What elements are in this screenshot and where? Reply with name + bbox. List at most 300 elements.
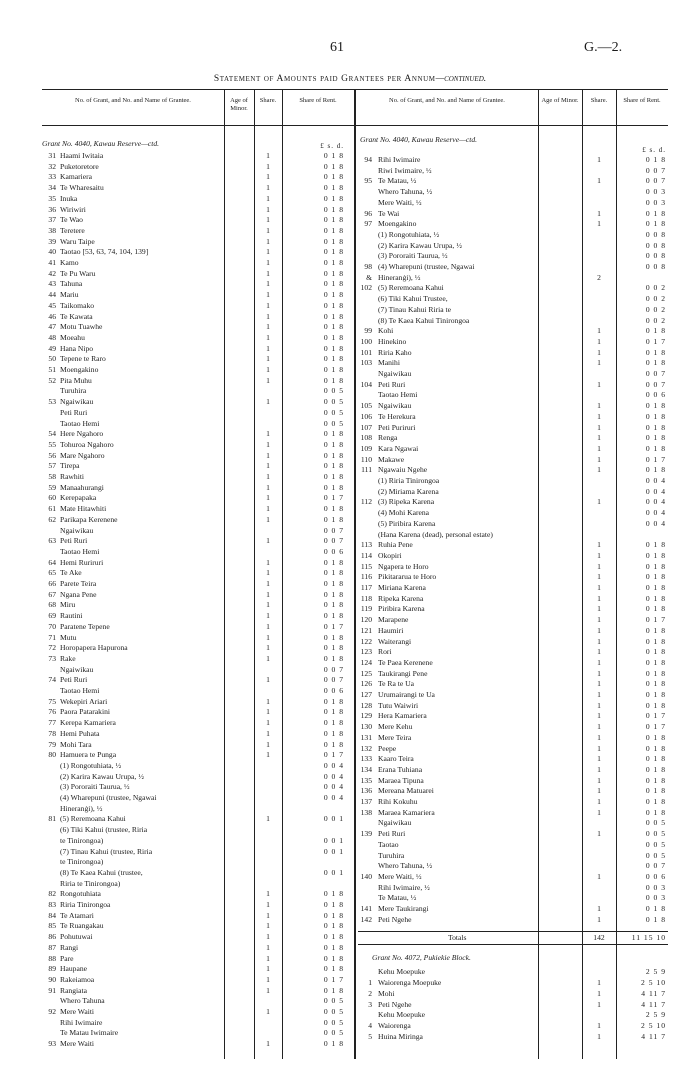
rent-value: 0 0 1 [323,835,344,845]
header-grant-right: No. of Grant, and No. and Name of Grantee. [389,97,505,104]
table-row [42,932,354,942]
table-row [358,851,668,861]
table-row [358,305,668,315]
grant-number: 5 [368,1031,372,1041]
share-value: 1 [597,797,601,806]
grant-number: 123 [360,647,372,657]
rent-value: 0 0 7 [323,525,344,535]
table-row [42,697,354,707]
table-row [358,594,668,604]
table-row [42,290,354,300]
grant-number: 104 [360,379,372,389]
rent-value: 0 1 8 [323,568,344,578]
table-row [358,497,668,507]
grantee-name: Hineranġi), ½ [60,803,103,813]
grantee-name: Riwi Iwimaire, ½ [378,165,432,175]
grant-number: 94 [364,155,372,164]
table-row [358,797,668,807]
table-row [358,455,668,465]
header-age-left: Age of Minor. [230,97,248,112]
grantee-name: (5) Reremoana Kahui [60,814,126,824]
grantee-name: Tutu Waiwiri [378,700,419,710]
table-row [358,562,668,572]
grant-number: 59 [48,482,56,492]
share-value: 1 [266,750,270,760]
share-value: 1 [266,921,270,931]
grant-number: 141 [360,904,372,913]
grantee-name: te Tinirongoa) [60,857,104,867]
table-row [42,622,354,632]
table-row [358,369,668,379]
share-value: 1 [597,711,601,721]
totals-row [358,931,668,945]
grantee-name: Mere Waiti, ½ [378,871,422,881]
share-value: 1 [266,322,270,332]
grantee-name: Te Wao [60,215,83,225]
share-value: 1 [597,668,601,678]
rent-value: 0 1 7 [645,615,666,625]
table-row [42,322,354,332]
share-value: 1 [597,754,601,764]
grantee-name: Peepe [378,743,397,753]
rent-value: 0 0 2 [645,283,666,293]
left-column [42,135,354,1059]
rent-value: 0 1 8 [323,653,344,663]
share-value: 1 [597,572,601,582]
share-value: 1 [597,604,601,614]
grantee-name: Ruhia Pene [378,540,413,550]
table-row [42,515,354,525]
table-row [358,754,668,764]
grant-number: 84 [48,910,56,920]
grantee-name: Taotao Hemi [378,390,418,400]
grant-number: 115 [360,561,372,571]
grantee-name: (1) Riria Tinirongoa [378,476,440,485]
table-row [42,911,354,921]
grantee-name: Urumairangi te Ua [378,690,435,699]
table-row [42,579,354,589]
grant-number: 93 [48,1039,56,1049]
rent-value: 0 1 8 [323,611,344,621]
table-row [358,530,668,540]
rent-value: 0 1 8 [645,433,666,443]
share-value: 1 [266,247,270,257]
grantee-name: Ngaiwikau [378,369,412,378]
grant-number: 140 [360,871,372,881]
share-value: 1 [597,657,601,667]
grantee-name: Rongotuhiata [60,889,101,899]
grantee-name: Hemi Ruriruri [60,557,104,567]
grant-number: 91 [48,985,56,995]
table-row [358,433,668,443]
rent-value: 0 1 8 [645,647,666,657]
grant-number: 129 [360,711,372,721]
rent-value: 0 1 7 [645,336,666,346]
section-title: Grant No. 4072, Pukiekie Block. [372,953,471,963]
grant-number: & [366,272,372,282]
grantee-name: (1) Rongotuhiata, ½ [60,760,122,770]
table-row [42,301,354,311]
share-value: 1 [597,829,601,839]
table-row [358,872,668,882]
rent-value: 0 1 7 [323,750,344,760]
share-value: 1 [597,904,601,913]
share-value: 1 [266,375,270,385]
header-grant-left: No. of Grant, and No. and Name of Grantee. [75,97,191,104]
table-row [42,900,354,910]
rent-value: 0 0 3 [645,187,666,197]
grantee-name: Mariu [60,290,79,300]
rent-value: 0 0 4 [323,771,344,781]
share-value: 1 [266,332,270,342]
grantee-name: (5) Piribira Karena [378,518,436,528]
share-value: 1 [266,985,270,995]
rent-value: 0 1 7 [645,454,666,464]
share-value: 1 [266,290,270,300]
rent-value: 0 1 8 [323,450,344,460]
rent-value: 0 1 7 [323,974,344,984]
grantee-name: Puketoretore [60,161,99,171]
table-row [42,836,354,846]
grant-number: 71 [48,632,56,642]
grant-number: 136 [360,786,372,796]
table-row [358,316,668,326]
share-value: 1 [266,600,270,610]
grantee-name: Peti Ruri [378,379,406,389]
table-row [358,679,668,689]
grant-number: 118 [360,593,372,603]
grantee-name: Peti Ruri [60,407,88,417]
rent-value: 0 0 1 [323,867,344,877]
grantee-name: Waru Taipe [60,236,95,246]
share-value: 1 [266,675,270,685]
rent-value: 0 1 8 [323,365,344,374]
table-row [358,626,668,636]
table-row [42,964,354,974]
rent-value: 0 1 8 [323,183,344,193]
right-section-heading: Grant No. 4040, Kawau Reserve—ctd. [360,135,478,144]
grantee-name: Ngaiwikau [60,664,94,674]
grantee-name: Parikapa Kerenene [60,514,118,524]
rent-value: 0 1 8 [323,354,344,364]
table-row [42,226,354,236]
grantee-name: Peti Ngehe [378,914,412,924]
table-row [42,172,354,182]
share-value: 1 [266,707,270,717]
table-row [42,643,354,653]
rent-value: 0 1 8 [645,422,666,432]
rent-value: 0 0 7 [323,675,344,685]
grant-number: 99 [364,326,372,336]
rent-value: 0 1 8 [645,657,666,667]
grant-number: 103 [360,358,372,368]
table-row [42,665,354,675]
share-value: 1 [266,974,270,984]
table-row [358,241,668,251]
share-value: 1 [266,183,270,193]
rent-value: 0 1 8 [645,732,666,742]
table-row [42,333,354,343]
grantee-name: Rake [60,653,76,663]
grantee-name: Ngawaiu Ngehe [378,465,428,475]
rent-value: 0 0 5 [323,397,344,407]
grantee-name: Taotao [378,839,399,849]
table-row [358,476,668,486]
rent-value: 2 5 9 [645,967,666,977]
share-value: 1 [266,718,270,728]
share-value: 1 [597,764,601,774]
share-value: 1 [597,732,601,742]
totals-rent: 11 15 10 [631,933,666,943]
table-row [42,451,354,461]
header-age-right: Age of Minor. [541,97,579,104]
grant-number: 120 [360,615,372,625]
grantee-name: Riria Tinirongoa [60,900,111,909]
grantee-name: (4) Wharepuni (trustee, Ngawai [378,262,475,271]
grant-number: 43 [48,279,56,289]
table-row [358,358,668,368]
center-rule [354,89,356,1059]
share-value: 1 [266,942,270,952]
grantee-name: Hemi Puhata [60,728,100,738]
table-row [358,348,668,358]
table-row [358,647,668,657]
table-row [42,814,354,824]
table-row [358,893,668,903]
grantee-name: Here Ngahoro [60,429,104,439]
table-row [358,487,668,497]
share-value: 1 [266,611,270,621]
rent-value: 0 1 7 [645,711,666,721]
table-row [42,804,354,814]
grant-number: 55 [48,439,56,449]
table-row [42,376,354,386]
grant-number: 38 [48,225,56,235]
table-row [358,390,668,400]
share-value: 1 [597,540,601,550]
share-value: 1 [266,225,270,235]
rent-value: 2 5 10 [641,978,666,988]
table-row [42,954,354,964]
share-value: 1 [266,1007,270,1016]
share-value: 1 [597,208,601,218]
rent-value: 0 1 7 [645,722,666,732]
share-value: 1 [266,461,270,471]
rent-value: 0 1 8 [323,268,344,278]
grantee-name: Wiriwiri [60,204,86,214]
share-value: 1 [597,176,601,186]
table-row [42,419,354,429]
table-row [42,429,354,439]
grant-number: 53 [48,397,56,407]
grant-number: 106 [360,411,372,421]
table-row [358,540,668,550]
share-value: 1 [597,786,601,796]
grantee-name: (4) Mohi Karena [378,508,430,518]
table-row [42,600,354,610]
table-row [42,162,354,172]
grant-number: 77 [48,718,56,728]
rent-value: 0 0 4 [645,518,666,528]
rent-value: 0 1 8 [323,472,344,481]
share-value: 1 [597,647,601,657]
grantee-name: Te Paea Kerenene [378,657,433,667]
rent-value: 0 1 8 [645,668,666,678]
table-row [358,978,668,988]
grantee-name: Huina Miringa [378,1031,423,1041]
grantee-name: Rakeiamoa [60,974,95,984]
grant-number: 36 [48,204,56,214]
grantee-name: Ngaiwikau [378,818,412,828]
rent-value: 0 0 5 [323,1017,344,1027]
table-row [358,465,668,475]
share-value: 1 [266,151,270,160]
rent-value: 0 1 8 [645,583,666,592]
table-row [358,572,668,582]
rent-value: 0 1 8 [645,914,666,924]
rent-value: 0 1 8 [645,636,666,646]
grant-number: 62 [48,514,56,524]
table-row [42,654,354,664]
grantee-name: Turuhira [60,386,87,396]
grantee-name: Wekepiri Ariari [60,696,108,706]
share-value: 1 [597,443,601,453]
grantee-name: Moengakino [60,365,99,374]
grant-number: 89 [48,964,56,974]
grant-number: 1 [368,978,372,988]
rent-value: 0 1 8 [323,343,344,353]
table-row [358,176,668,186]
grant-number: 34 [48,183,56,193]
share-value: 1 [597,914,601,924]
grantee-name: Rangiata [60,985,87,995]
share-value: 1 [597,433,601,443]
table-row [42,921,354,931]
rent-value: 0 1 8 [645,401,666,411]
rent-value: 0 0 7 [645,369,666,378]
right-currency-heading: £ s. d. [642,146,666,154]
grant-number: 66 [48,579,56,588]
grantee-name: Te Ruangakau [60,921,104,931]
share-value: 1 [266,300,270,310]
grantee-name: Mere Teira [378,732,412,742]
grantee-name: Mere Waiti [60,1007,95,1016]
rent-value: 0 0 6 [645,871,666,881]
grant-number: 102 [360,283,372,293]
rent-value: 0 1 8 [323,739,344,749]
grant-number: 73 [48,653,56,663]
table-row [358,711,668,721]
table-row [42,986,354,996]
grantee-name: Hinekino [378,336,407,346]
table-row [42,354,354,364]
grant-number: 135 [360,775,372,785]
table-row [358,604,668,614]
share-value: 1 [266,643,270,653]
grant-number: 45 [48,300,56,310]
rent-value: 0 0 2 [645,294,666,304]
table-row [358,583,668,593]
grantee-name: Mere Waiti [60,1039,95,1049]
grant-number: 76 [48,707,56,717]
rent-value: 0 0 4 [323,760,344,770]
grantee-name: (2) Karira Kawau Urupa, ½ [60,771,144,781]
grant-number: 60 [48,493,56,503]
share-value: 1 [266,728,270,738]
table-row [358,701,668,711]
rent-value: 0 1 8 [323,632,344,642]
share-value: 1 [266,696,270,706]
share-value: 1 [266,932,270,942]
table-row [42,237,354,247]
grantee-name: Rihi Kokuhu [378,797,418,806]
grant-number: 69 [48,611,56,621]
grant-number: 75 [48,696,56,706]
rent-value: 0 1 8 [645,550,666,560]
table-row [42,547,354,557]
share-value: 1 [266,279,270,289]
grantee-name: Kohi [378,326,394,336]
grantee-name: Taotao Hemi [60,418,100,428]
table-row [358,829,668,839]
grantee-name: Mere Taukirangi [378,904,429,913]
grantee-name: Te Ra te Ua [378,679,414,689]
grant-number: 90 [48,974,56,984]
grantee-name: (2) Miriama Karena [378,486,439,496]
share-value: 1 [266,739,270,749]
rent-value: 0 1 8 [645,572,666,582]
rent-value: 0 0 5 [323,407,344,417]
share-value: 1 [597,422,601,432]
rent-value: 0 1 8 [323,589,344,599]
rent-value: 0 1 8 [645,690,666,699]
rent-value: 0 1 8 [323,953,344,963]
table-row [42,943,354,953]
grant-number: 87 [48,942,56,952]
grantee-name: Waiorenga Moepuke [378,978,442,988]
rent-value: 0 1 8 [645,775,666,785]
share-value: 1 [597,636,601,646]
table-row [358,230,668,240]
page-title [0,74,700,84]
table-row [42,483,354,493]
share-value: 1 [266,161,270,171]
rent-value: 0 1 8 [323,161,344,171]
table-row [358,198,668,208]
grantee-name: (Hana Karena (dead), personal estate) [378,529,493,539]
share-value: 1 [597,743,601,753]
rent-value: 0 1 7 [323,493,344,503]
share-value: 1 [597,326,601,336]
grantee-name: Rawhiti [60,472,85,481]
grantee-name: Miru [60,600,76,610]
grantee-name: (8) Te Kaea Kahui (trustee, [60,867,143,877]
table-row [358,166,668,176]
share-value: 1 [597,219,601,229]
header-rent-right: Share of Rent. [623,97,661,104]
share-value: 1 [266,953,270,963]
share-value: 1 [597,1020,601,1030]
grantee-name: Pita Muhu [60,375,92,385]
grantee-name: Te Herekura [378,411,416,421]
share-value: 1 [266,621,270,631]
grantee-name: Kerepa Kamariera [60,718,116,728]
grantee-name: Haami Iwitaia [60,151,104,160]
grantee-name: Te Matau Iwimaire [60,1028,119,1038]
grantee-name: Pare [60,953,74,963]
grantee-name: Moengakino [378,219,417,229]
grantee-name: (3) Ripeka Karena [378,497,435,507]
